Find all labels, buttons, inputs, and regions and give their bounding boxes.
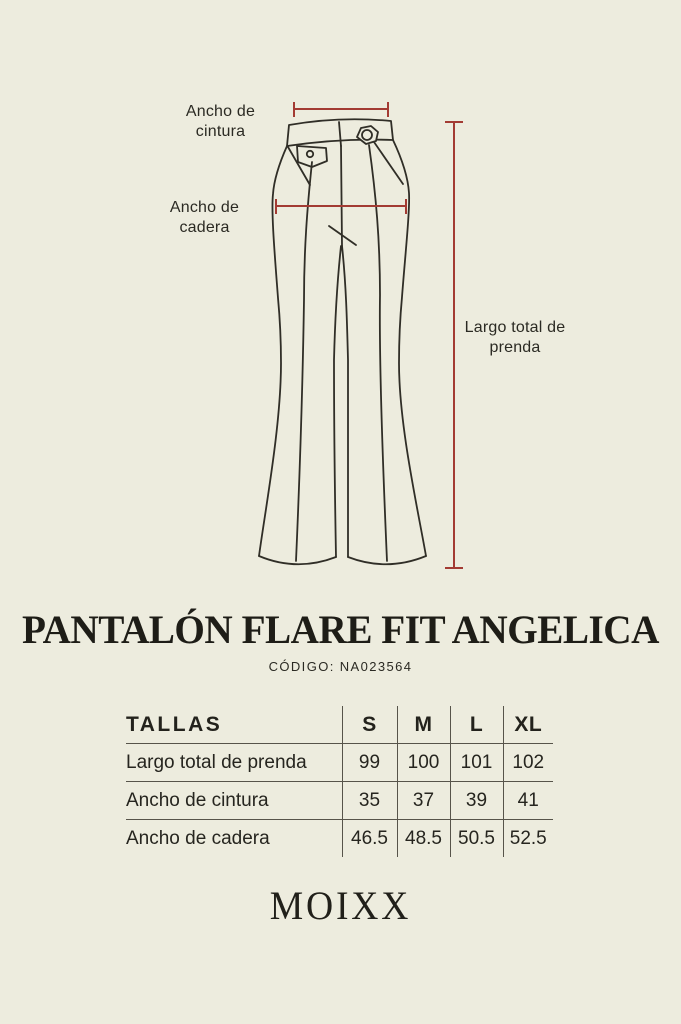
right-leg-crease bbox=[369, 145, 387, 561]
size-column-xl: XL bbox=[503, 706, 553, 744]
brand-logo: MOIXX bbox=[269, 883, 412, 928]
pants-outline bbox=[259, 119, 426, 564]
right-pocket-opening-line bbox=[374, 142, 403, 184]
cell-value: 39 bbox=[450, 782, 503, 820]
cell-value: 102 bbox=[503, 744, 553, 782]
cell-value: 48.5 bbox=[397, 820, 450, 858]
cell-value: 52.5 bbox=[503, 820, 553, 858]
size-table-title: TALLAS bbox=[126, 706, 342, 744]
total-length-label: Largo total de prenda bbox=[464, 319, 566, 357]
table-row-waist-width bbox=[126, 782, 553, 820]
hip-width-label: Ancho de cadera bbox=[169, 199, 240, 237]
waist-width-label: Ancho de cintura bbox=[185, 103, 256, 141]
cell-value: 50.5 bbox=[450, 820, 503, 858]
right-inseam bbox=[342, 246, 348, 557]
left-hem bbox=[259, 556, 336, 564]
cell-value: 101 bbox=[450, 744, 503, 782]
table-row-total-length bbox=[126, 744, 553, 782]
right-outer-seam bbox=[393, 140, 426, 556]
cell-value: 100 bbox=[397, 744, 450, 782]
product-title: PANTALÓN FLARE FIT ANGELICA bbox=[22, 607, 659, 652]
size-table bbox=[126, 706, 553, 857]
cell-value: 46.5 bbox=[342, 820, 397, 858]
size-table-header-row bbox=[126, 706, 553, 744]
left-inseam bbox=[334, 246, 341, 557]
product-code: CÓDIGO: NA023564 bbox=[268, 659, 413, 674]
row-label: Largo total de prenda bbox=[126, 744, 342, 782]
size-column-s: S bbox=[342, 706, 397, 744]
waist-measure-line bbox=[294, 103, 388, 116]
size-column-l: L bbox=[450, 706, 503, 744]
cell-value: 35 bbox=[342, 782, 397, 820]
waistband-button-tab bbox=[357, 126, 378, 144]
left-leg-crease bbox=[296, 162, 312, 561]
table-row-hip-width bbox=[126, 820, 553, 858]
left-outer-seam bbox=[259, 146, 287, 556]
cell-value: 41 bbox=[503, 782, 553, 820]
row-label: Ancho de cadera bbox=[126, 827, 270, 849]
cell-value: 99 bbox=[342, 744, 397, 782]
row-label: Ancho de cintura bbox=[126, 782, 342, 820]
size-column-m: M bbox=[397, 706, 450, 744]
cell-value: 37 bbox=[397, 782, 450, 820]
center-front-seam bbox=[341, 146, 342, 246]
